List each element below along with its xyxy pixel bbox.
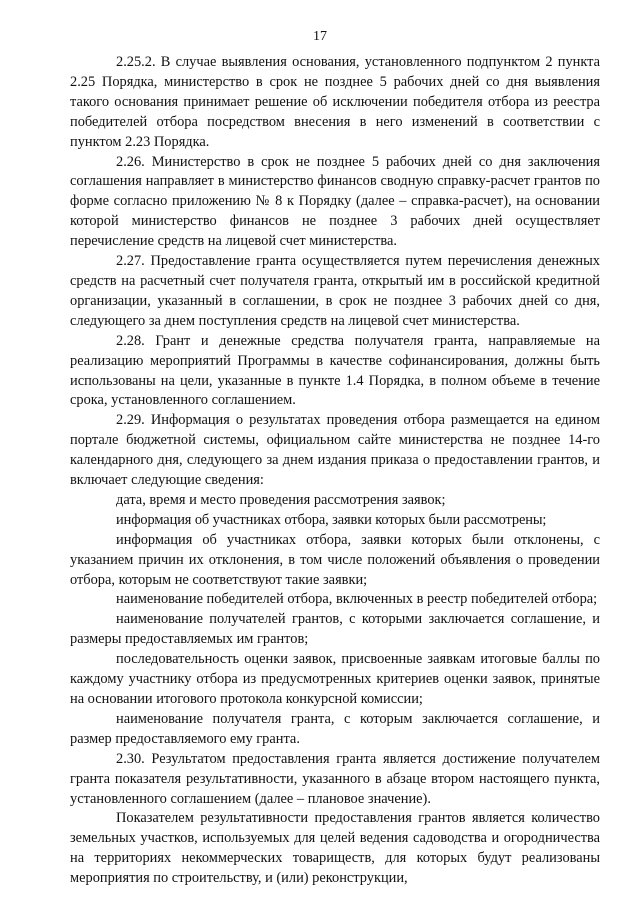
list-item-review-date: дата, время и место проведения рассмотрения заявок; xyxy=(116,491,446,508)
list-item-reviewed-participants: информация об участниках отбора, заявки которых были рассмотрены; xyxy=(116,511,547,528)
list-item-rejected-participants: информация об участниках отбора, заявки которых были отклонены, с указанием причин их отклонения, в том числе положений объявления о проведении отбора, которым не соответствуют такие заявки; xyxy=(70,531,600,588)
paragraph-2-29: 2.29. Информация о результатах проведения отбора размещается на едином портале бюджетной системы, официальном сайте министерства не позднее 14-го календарного дня, следующего за днем издания приказа о предоставлении грантов, и включает следующие сведения: xyxy=(70,412,600,489)
paragraph-2-27: 2.27. Предоставление гранта осуществляется путем перечисления денежных средств на расчетный счет получателя гранта, открытый им в российской кредитной организации, указанный в соглашении, в срок не позднее 3 рабочих дней со дня, следующего за днем поступления средств на лицевой счет министерства. xyxy=(70,253,600,329)
paragraph-performance-indicator: Показателем результативности предоставления грантов является количество земельных участков, используемых для целей ведения садоводства и огородничества на территориях некоммерческих товариществ, для которых будут реализованы мероприятия по строительству, и (или) реконструкции, xyxy=(70,810,600,887)
list-item-recipient-name: наименование получателя гранта, с которым заключается соглашение, и размер предоставляемого ему гранта. xyxy=(70,710,600,747)
paragraph-2-30: 2.30. Результатом предоставления гранта является достижение получателем гранта показателя результативности, указанного в абзаце втором настоящего пункта, установленного соглашением (далее – плановое значение). xyxy=(70,750,600,807)
paragraph-2-28: 2.28. Грант и денежные средства получателя гранта, направляемые на реализацию мероприятий Программы в качестве софинансирования, должны быть использованы на цели, указанные в пункте 1.4 Порядка, в полном объеме в течение срока, установленного соглашением. xyxy=(70,332,600,409)
list-item-winners: наименование победителей отбора, включенных в реестр победителей отбора; xyxy=(116,591,598,608)
paragraph-2-25-2: 2.25.2. В случае выявления основания, установленного подпунктом 2 пункта 2.25 Порядка, министерство в срок не позднее 5 рабочих дней со дня выявления такого основания принимает решение об исключении победителя отбора из реестра победителей отбора посредством внесения в него изменений в соответствии с пунктом 2.23 Порядка. xyxy=(70,54,600,150)
paragraph-2-26: 2.26. Министерство в срок не позднее 5 рабочих дней со дня заключения соглашения направляет в министерство финансов сводную справку-расчет грантов по форме согласно приложению № 8 к Порядку (далее – справка-расчет), на основании которой министерство финансов не позднее 3 рабочих дней осуществляет перечисление средств на лицевой счет министерства. xyxy=(70,153,600,250)
list-item-grant-recipients: наименование получателей грантов, с которыми заключается соглашение, и размеры предоставляемых им грантов; xyxy=(70,611,600,648)
page-number: 17 xyxy=(313,29,327,44)
document-body xyxy=(70,53,600,889)
list-item-evaluation-order: последовательность оценки заявок, присвоенные заявкам итоговые баллы по каждому участнику отбора из предусмотренных критериев оценки заявок, принятые на основании итогового протокола конкурсной комиссии; xyxy=(70,651,600,707)
